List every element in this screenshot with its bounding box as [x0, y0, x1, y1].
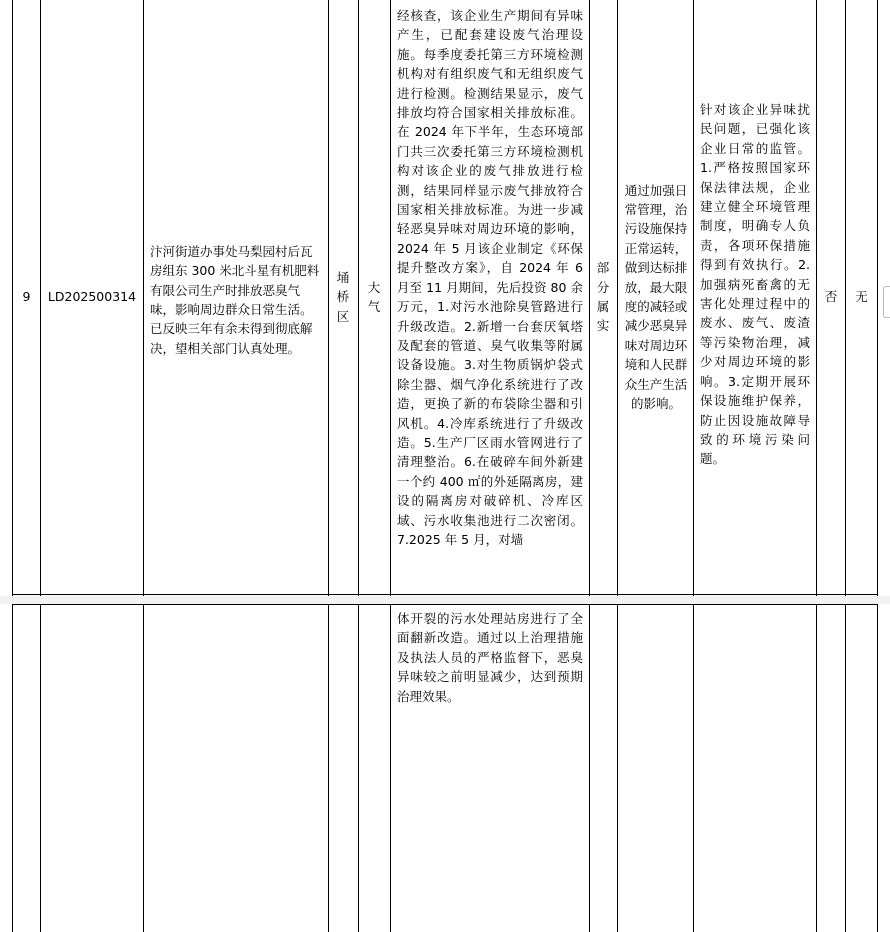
- accountability-cell: 否: [824, 289, 838, 305]
- investigation-text-continued: 体开裂的污水处理站房进行了全面翻新改造。通过以上治理措施及执法人员的严格监督下，恶臭异味较之前明显减少，达到预期治理效果。: [397, 611, 583, 704]
- result-text: 通过加强日常管理，治污设施保持正常运转，做到达标排放，最大限度的减轻或减少恶臭异味对周边环境和人民群众生产生活的影响。: [624, 182, 688, 412]
- table-page-2: [0, 604, 890, 932]
- remark-cell: 无: [855, 289, 868, 305]
- complaint-text: 汴河街道办事处马梨园村后瓦房组东 300 米北斗星有机肥料有限公司生产时排放恶臭气味，影响周边群众日常生活。已反映三年有余未得到彻底解决，望相关部门认真处理。: [150, 243, 320, 356]
- category-cell: 大气: [367, 279, 381, 314]
- case-code: LD202500314: [47, 289, 137, 305]
- row-index: 9: [22, 289, 31, 305]
- verdict-cell: 部分属实: [596, 260, 610, 334]
- page-side-tab[interactable]: [883, 286, 890, 318]
- measures-text: 针对该企业异味扰民问题，已强化该企业日常的监管。1.严格按照国家环保法律法规，企业建立健全环境管理制度，明确专人负责，各项环保措施得到有效执行。2.加强病死畜禽的无害化处理过程中的废水、废气、废渣等污染物治理，减少对周边环境的影响。3.定期开展环保设施维护保养，防止因设施故障导致的环境污染问题。: [700, 102, 810, 467]
- district-cell: 埇桥区: [336, 269, 350, 324]
- investigation-text: 经核查，该企业生产期间有异味产生，已配套建设废气治理设施。每季度委托第三方环境检测机构对有组织废气和无组织废气进行检测。检测结果显示，废气排放均符合国家相关排放标准。在 2024 年下半年，生态环境部门共三次委托第三方环境检测机构对该企业的废气排放进行检测，结果同样显示废气排放符合国家相关排放标准。为进一步减轻恶臭异味对周边环境的影响，2024 年 5 月该企业制定《环保提升整改方案》，自 2024 年 6 月至 11 月期间，先后投资 80 余万元，1.对污水池除臭管路进行升级改造。2.新增一台套厌氧塔及配套的管道、臭气收集等附属设备设施。3.对生物质锅炉袋式除尘器、烟气净化系统进行了改造，更换了新的布袋除尘器和引风机。4.冷库系统进行了升级改造。5.生产厂区雨水管网进行了清理整治。6.在破碎车间外新建一个约 400 ㎡的外延隔离房，建设的隔离房对破碎机、冷库区域、污水收集池进行二次密闭。7.2025 年 5 月，对墙: [397, 8, 583, 547]
